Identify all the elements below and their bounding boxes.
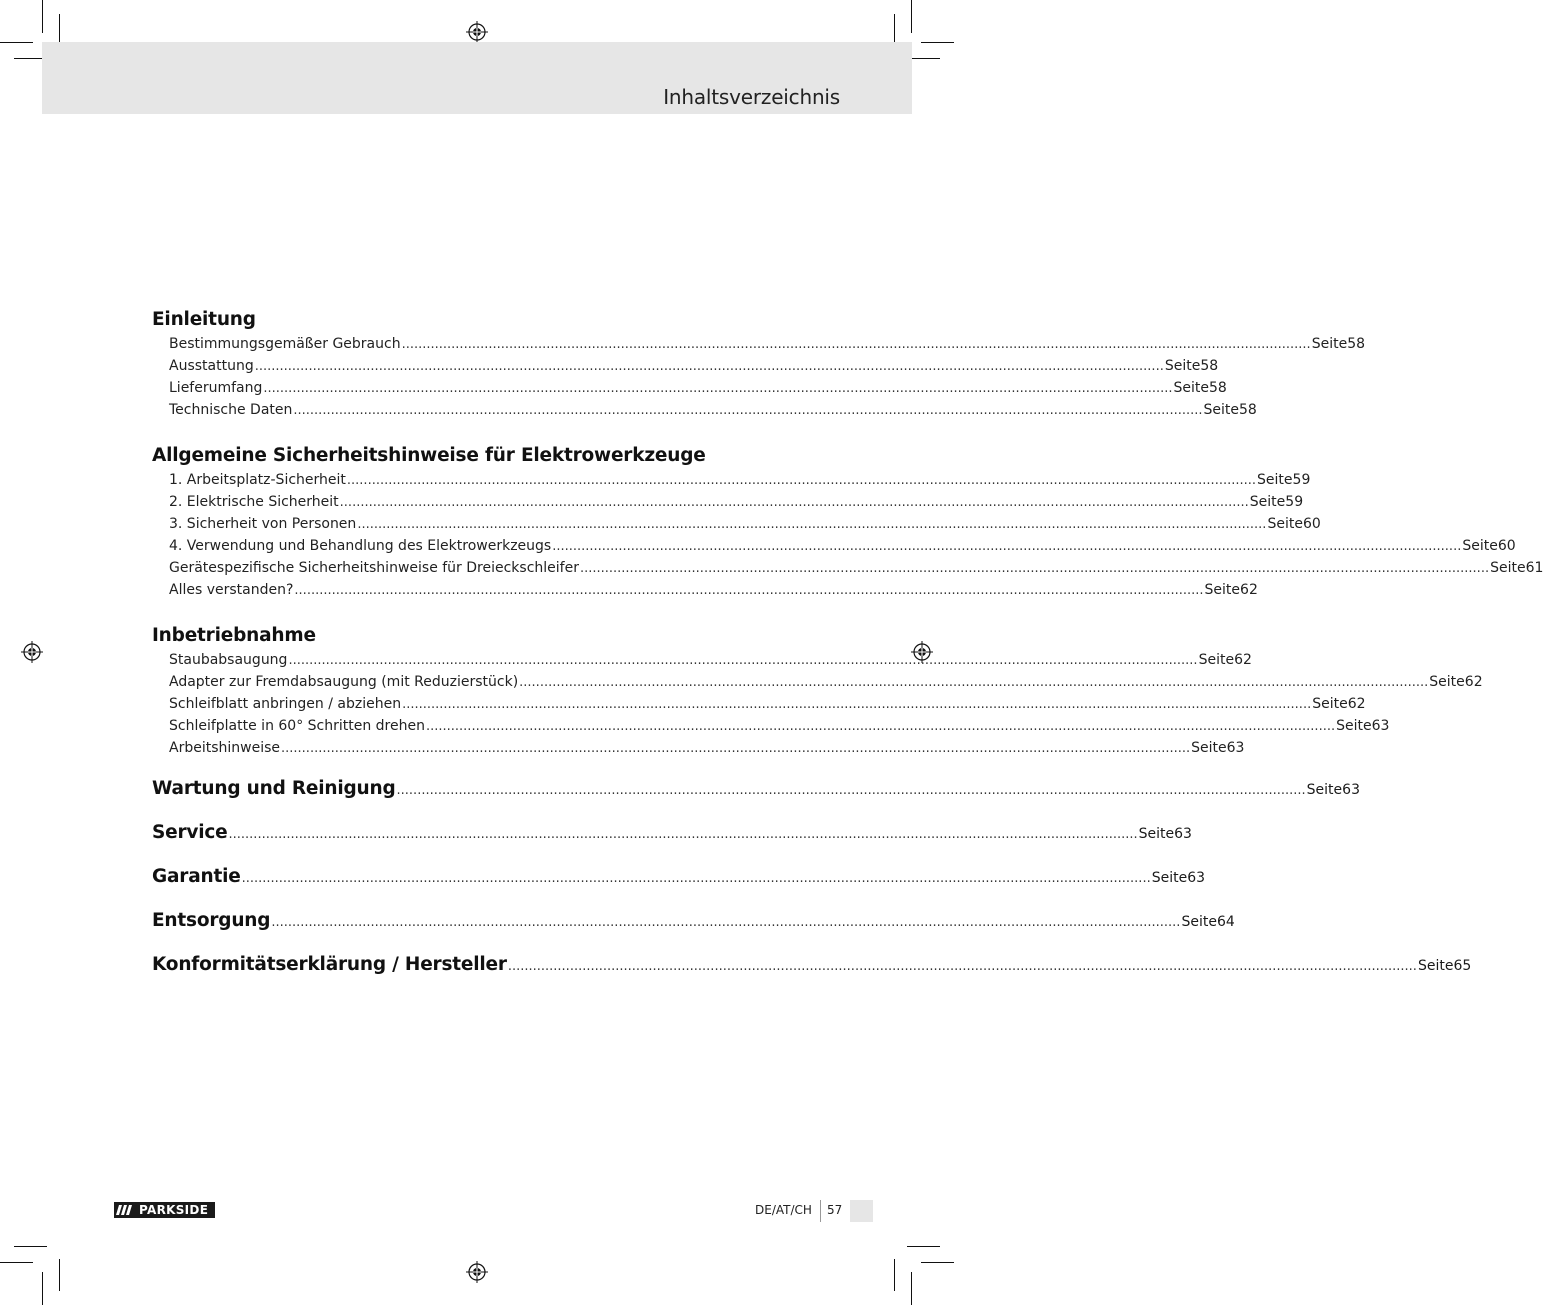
entry-text: 3. Sicherheit von Personen [169,516,357,532]
crop-mark-icon [42,0,43,33]
major-entry-title: Garantie [152,866,241,887]
page-label: Seite [1267,516,1303,532]
entry-text: 4. Verwendung und Behandlung des Elektrowerkzeugs [169,538,552,554]
dot-leader: ............................................................................................................................................................................................................................ [357,517,1267,532]
page-label: Seite [1306,782,1343,798]
entry-text: Gerätespezifische Sicherheitshinweise für Dreieckschleifer [169,560,579,576]
entry-text: 2. Elektrische Sicherheit [169,494,339,510]
page-label: Seite [1164,358,1201,374]
page-number: 63 [1187,870,1206,886]
page-number: 59 [1292,472,1311,488]
registration-mark-icon [21,641,43,663]
toc-entry[interactable] [152,579,1258,601]
toc-major-entry[interactable] [152,767,1360,811]
brand-name: PARKSIDE [139,1203,209,1217]
dot-leader: ............................................................................................................................................................................................................................ [425,719,1336,734]
toc-section-sicherheitshinweise [152,443,1543,601]
page-label: Seite [1151,870,1188,886]
page-number: 65 [1453,958,1472,974]
page-label: Seite [1417,958,1454,974]
toc-entry[interactable] [152,693,1366,715]
toc-section-einleitung [152,307,1366,421]
entry-text: Staubabsaugung [169,652,288,668]
dot-leader: ............................................................................................................................................................................................................................ [228,827,1138,842]
crop-mark-icon [14,1246,47,1247]
parkside-logo [114,1202,215,1218]
toc-major-entry[interactable] [152,811,1192,855]
entry-text: Bestimmungsgemäßer Gebrauch [169,336,401,352]
page-label: Seite [1181,914,1217,930]
crop-mark-icon [907,1246,940,1247]
footer-tab [850,1200,873,1222]
dot-leader: ............................................................................................................................................................................................................................ [241,871,1151,886]
entry-text: 1. Arbeitsplatz-Sicherheit [169,472,346,488]
crop-mark-icon [894,1259,895,1291]
section-title: Inbetriebnahme [152,625,316,646]
toc-major-entry[interactable] [152,855,1206,899]
crop-mark-icon [0,42,33,43]
page-label: Seite [1429,674,1465,690]
page-number: 58 [1239,402,1257,418]
dot-leader: ............................................................................................................................................................................................................................ [271,915,1181,930]
dot-leader: ............................................................................................................................................................................................................................ [263,381,1173,396]
page-number: 63 [1226,740,1245,756]
toc-entry[interactable] [152,469,1311,491]
toc-entry[interactable] [152,377,1227,399]
footer-region: DE/AT/CH [755,1203,812,1217]
major-entry-title: Wartung und Reinigung [152,778,396,799]
section-title: Einleitung [152,309,256,330]
page-label: Seite [1203,402,1240,418]
toc-entry[interactable] [152,737,1245,759]
dot-leader: ............................................................................................................................................................................................................................ [401,337,1311,352]
toc-entry[interactable] [152,535,1516,557]
page-number: 62 [1234,652,1252,668]
crop-mark-icon [0,1262,33,1263]
page-number: 60 [1302,516,1321,532]
page-number: 63 [1342,782,1360,798]
entry-text: Schleifplatte in 60° Schritten drehen [169,718,425,734]
page-label: Seite [1257,472,1293,488]
page-number: 58 [1347,336,1366,352]
dot-leader: ............................................................................................................................................................................................................................ [507,959,1417,974]
entry-text: Arbeitshinweise [169,740,281,756]
registration-mark-icon [466,1261,488,1283]
logo-stripes-icon [114,1202,138,1218]
page-number: 58 [1200,358,1219,374]
page-number: 60 [1497,538,1516,554]
page-number: 62 [1464,674,1483,690]
dot-leader: ............................................................................................................................................................................................................................ [288,653,1198,668]
entry-text: Technische Daten [169,402,293,418]
crop-mark-icon [911,0,912,33]
toc-entry[interactable] [152,399,1257,421]
page-title: Inhaltsverzeichnis [663,85,840,109]
entry-text: Schleifblatt anbringen / abziehen [169,696,402,712]
page-number: 63 [1371,718,1390,734]
dot-leader: ............................................................................................................................................................................................................................ [339,495,1249,510]
toc-entry[interactable] [152,557,1543,579]
toc-section-inbetriebnahme [152,623,1483,759]
page-number: 62 [1240,582,1258,598]
crop-mark-icon [921,42,954,43]
entry-text: Ausstattung [169,358,254,374]
toc-entry[interactable] [152,513,1321,535]
toc-entry[interactable] [152,649,1252,671]
page-label: Seite [1462,538,1498,554]
dot-leader: ............................................................................................................................................................................................................................ [254,359,1164,374]
table-of-contents [152,307,1543,987]
registration-mark-icon [466,21,488,43]
page-label: Seite [1490,560,1526,576]
major-entry-title: Service [152,822,228,843]
major-entry-title: Konformitätserklärung / Hersteller [152,954,507,975]
dot-leader: ............................................................................................................................................................................................................................ [552,539,1462,554]
page-label: Seite [1198,652,1235,668]
entry-text: Lieferumfang [169,380,263,396]
dot-leader: ............................................................................................................................................................................................................................ [579,561,1490,576]
dot-leader: ............................................................................................................................................................................................................................ [294,583,1204,598]
page-number: 63 [1174,826,1192,842]
page-number: 61 [1525,560,1543,576]
footer-page-number: 57 [827,1203,843,1217]
page-label: Seite [1312,696,1348,712]
crop-mark-icon [59,1259,60,1291]
entry-text: Adapter zur Fremdabsaugung (mit Reduzierstück) [169,674,519,690]
toc-entry[interactable] [152,355,1219,377]
dot-leader: ............................................................................................................................................................................................................................ [281,741,1191,756]
dot-leader: ............................................................................................................................................................................................................................ [346,473,1257,488]
dot-leader: ............................................................................................................................................................................................................................ [519,675,1429,690]
page-label: Seite [1191,740,1227,756]
major-entry-title: Entsorgung [152,910,271,931]
page-label: Seite [1204,582,1241,598]
toc-major-entry[interactable] [152,899,1235,943]
page-number: 62 [1347,696,1366,712]
page-number: 58 [1209,380,1227,396]
page-number: 64 [1216,914,1235,930]
page-label: Seite [1249,494,1286,510]
page-label: Seite [1173,380,1210,396]
toc-entry[interactable] [152,671,1483,693]
entry-text: Alles verstanden? [169,582,294,598]
dot-leader: ............................................................................................................................................................................................................................ [293,403,1203,418]
page-label: Seite [1138,826,1175,842]
crop-mark-icon [911,1272,912,1305]
page-label: Seite [1311,336,1348,352]
page-label: Seite [1336,718,1372,734]
dot-leader: ............................................................................................................................................................................................................................ [402,697,1312,712]
page-number: 59 [1285,494,1304,510]
header-band [42,42,912,114]
crop-mark-icon [42,1272,43,1305]
toc-entry[interactable] [152,715,1390,737]
crop-mark-icon [921,1262,954,1263]
dot-leader: ............................................................................................................................................................................................................................ [396,783,1306,798]
toc-major-entry[interactable] [152,943,1472,987]
toc-entry[interactable] [152,333,1366,355]
footer-divider [820,1200,821,1222]
toc-entry[interactable] [152,491,1304,513]
section-title: Allgemeine Sicherheitshinweise für Elektrowerkzeuge [152,445,706,466]
